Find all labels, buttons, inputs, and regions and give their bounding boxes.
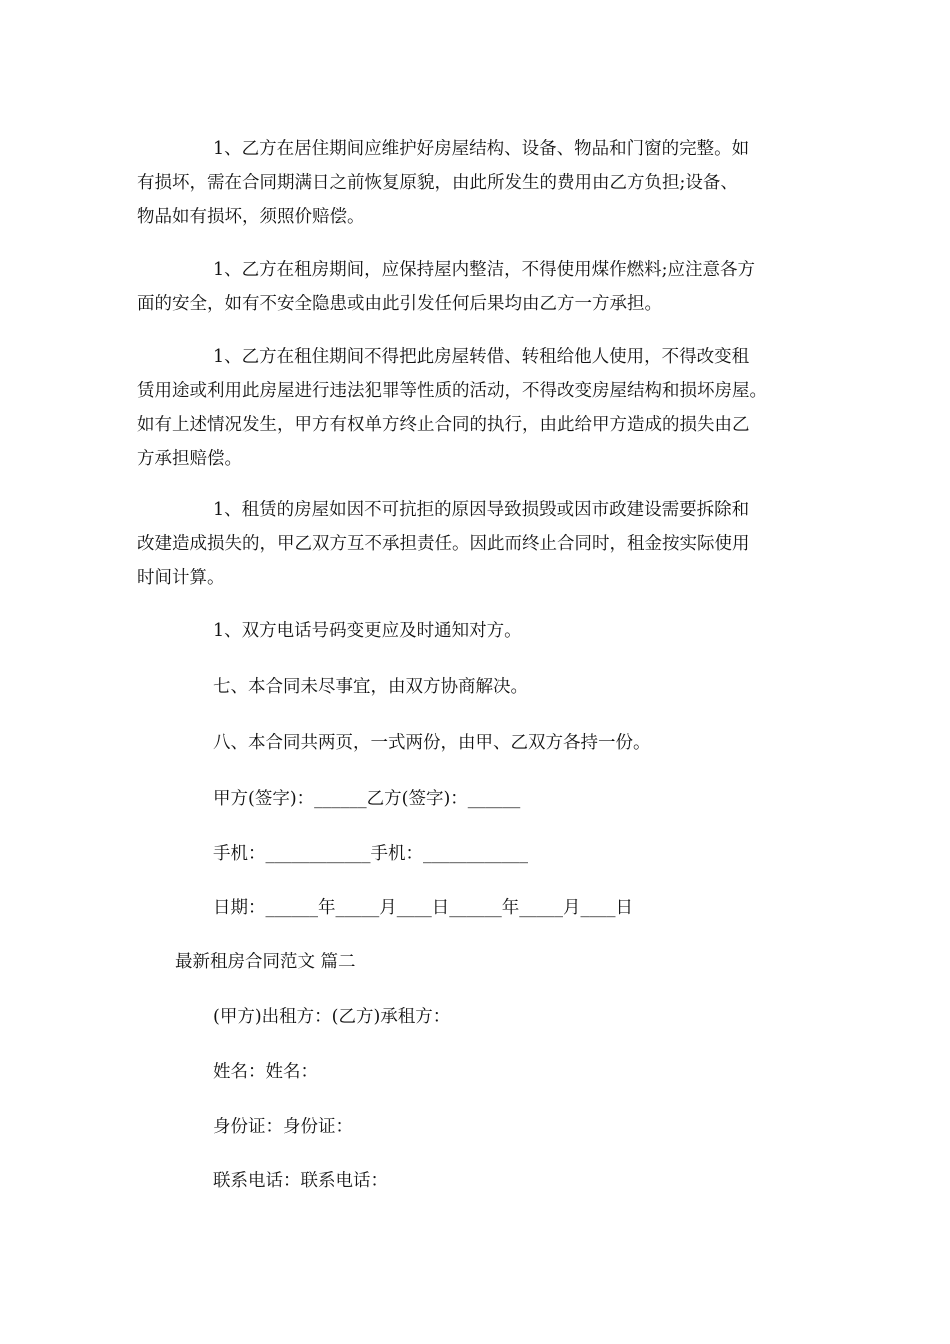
- signature-line: 甲方(签字)：______乙方(签字)：______: [213, 789, 521, 809]
- clause-line: 赁用途或利用此房屋进行违法犯罪等性质的活动，不得改变房屋结构和损坏房屋。: [137, 381, 767, 401]
- name-line: 姓名：姓名：: [213, 1062, 318, 1082]
- parties-line: (甲方)出租方：(乙方)承租方：: [213, 1007, 451, 1027]
- clause-force-majeure: [137, 493, 803, 595]
- clause-line: 1、乙方在居住期间应维护好房屋结构、设备、物品和门窗的完整。如: [213, 139, 750, 159]
- date-line: 日期：______年_____月____日______年_____月____日: [213, 898, 633, 918]
- clause-eight: 八、本合同共两页，一式两份，由甲、乙双方各持一份。: [213, 733, 651, 753]
- clause-line: 1、乙方在租房期间，应保持屋内整洁，不得使用煤作燃料;应注意各方: [213, 260, 756, 280]
- clause-line: 物品如有损坏，须照价赔偿。: [137, 207, 365, 227]
- clause-line: 1、乙方在租住期间不得把此房屋转借、转租给他人使用，不得改变租: [213, 347, 750, 367]
- section-two-title: 最新租房合同范文 篇二: [175, 952, 356, 972]
- clause-cleanliness: [137, 253, 803, 321]
- clause-maintenance: [137, 132, 803, 234]
- id-card-line: 身份证：身份证：: [213, 1117, 353, 1137]
- clause-seven: 七、本合同未尽事宜，由双方协商解决。: [213, 677, 528, 697]
- clause-line: 改建造成损失的，甲乙双方互不承担责任。因此而终止合同时，租金按实际使用: [137, 534, 750, 554]
- phone-line: 联系电话：联系电话：: [213, 1171, 388, 1191]
- clause-line: 方承担赔偿。: [137, 449, 242, 469]
- clause-line: 如有上述情况发生，甲方有权单方终止合同的执行，由此给甲方造成的损失由乙: [137, 415, 750, 435]
- clause-line: 时间计算。: [137, 568, 225, 588]
- clause-line: 面的安全，如有不安全隐患或由此引发任何后果均由乙方一方承担。: [137, 294, 662, 314]
- clause-phone-change: 1、双方电话号码变更应及时通知对方。: [213, 621, 522, 641]
- clause-sublet: [137, 340, 803, 476]
- clause-line: 1、租赁的房屋如因不可抗拒的原因导致损毁或因市政建设需要拆除和: [213, 500, 750, 520]
- clause-line: 有损坏，需在合同期满日之前恢复原貌，由此所发生的费用由乙方负担;设备、: [137, 173, 738, 193]
- mobile-line: 手机：____________手机：____________: [213, 844, 528, 864]
